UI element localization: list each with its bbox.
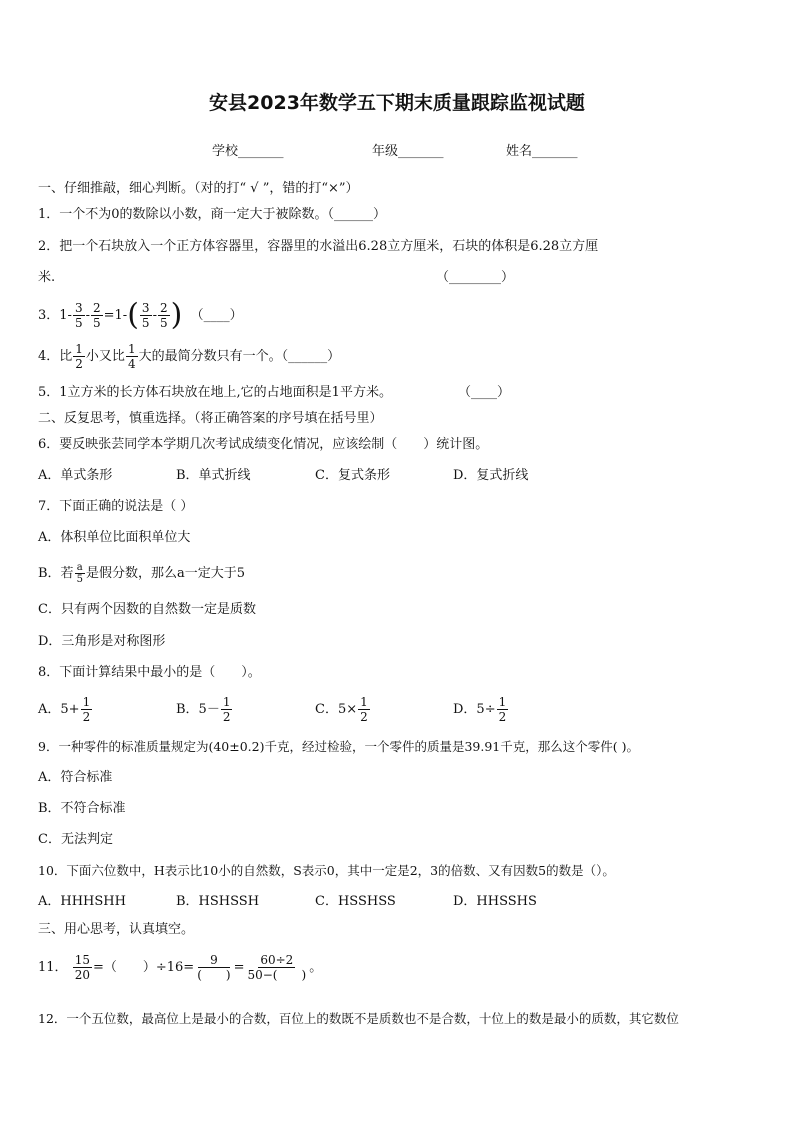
q7-b-prefix: B．若 (38, 566, 74, 581)
q4-fraction-2 (126, 342, 138, 371)
q4-text-a: 4．比 (38, 349, 73, 364)
q11-equals-2: = (233, 960, 245, 975)
q3-right-paren: ) (170, 297, 183, 333)
q7-option-a[interactable]: A．体积单位比面积单位大 (38, 530, 191, 545)
q8-b-numerator: 1 (222, 695, 231, 709)
q7-option-d[interactable]: D．三角形是对称图形 (38, 634, 166, 649)
q3-fraction-2 (91, 301, 103, 330)
question-9: 9．一种零件的标准质量规定为(40±0.2)千克，经过检验，一个零件的质量是39.91千克，那么这个零件( )。 (38, 739, 639, 754)
q3-inner-minus: - (152, 308, 157, 323)
q3-f3-numerator: 3 (141, 301, 150, 315)
q7-b-fraction (75, 562, 85, 585)
section-heading-3: 三、用心思考，认真填空。 (38, 922, 195, 937)
q8-option-d[interactable] (453, 694, 509, 726)
q11-number: 11． (38, 960, 68, 975)
q3-answer-blank[interactable]: （____） (190, 308, 243, 323)
q8-a-fraction (81, 695, 93, 724)
q8-d-fraction (497, 695, 509, 724)
question-3 (38, 298, 243, 334)
q8-c-numerator: 1 (360, 695, 368, 709)
q11-fraction-3 (245, 953, 308, 982)
q8-option-c[interactable] (315, 694, 371, 726)
question-2-line2: 米. (38, 270, 56, 285)
q4-fraction-1 (73, 342, 85, 371)
section-heading-1: 一、仔细推敲，细心判断。（对的打“ √ ”，错的打“×”） (38, 181, 359, 196)
q3-one: 1- (59, 308, 72, 323)
q8-option-b[interactable] (176, 694, 233, 726)
q7-option-c[interactable]: C．只有两个因数的自然数一定是质数 (38, 602, 256, 617)
question-5: 5．1立方米的长方体石块放在地上,它的占地面积是1平方米。 (38, 385, 392, 400)
question-6: 6．要反映张芸同学本学期几次考试成绩变化情况，应该绘制（ ）统计图。 (38, 437, 489, 452)
q3-f1-denominator: 5 (74, 316, 83, 330)
grade-field[interactable]: 年级_______ (372, 144, 444, 159)
q3-fraction-3 (140, 301, 152, 330)
q9-option-b[interactable]: B．不符合标准 (38, 801, 126, 816)
q11-f1-numerator: 15 (74, 953, 90, 967)
q7-b-denominator: 5 (76, 574, 83, 585)
q3-f2-denominator: 5 (93, 316, 101, 330)
q4-text-c: 大的最简分数只有一个。（______） (138, 349, 341, 364)
question-12: 12．一个五位数，最高位上是最小的合数，百位上的数既不是质数也不是合数，十位上的数是最小的质数，其它数位 (38, 1011, 679, 1026)
question-10: 10．下面六位数中，H表示比10小的自然数，S表示0，其中一定是2，3的倍数、又有因数5的数是（）。 (38, 863, 615, 878)
q8-a-label: A．5+ (38, 702, 80, 717)
question-8: 8．下面计算结果中最小的是（ ）。 (38, 665, 261, 680)
q4-f2-numerator: 1 (127, 342, 136, 356)
school-field[interactable]: 学校_______ (212, 144, 284, 159)
name-field[interactable]: 姓名_______ (506, 144, 578, 159)
q8-d-denominator: 2 (498, 710, 507, 724)
q11-end: 。 (309, 960, 323, 975)
question-5-answer-blank[interactable]: （____） (458, 385, 511, 400)
q3-f2-numerator: 2 (93, 301, 101, 315)
q8-c-label: C．5× (315, 702, 358, 717)
q8-b-fraction (221, 695, 233, 724)
q7-b-suffix: 是假分数，那么a一定大于5 (85, 566, 245, 581)
q11-equals-1: =（ ）÷16= (92, 960, 195, 975)
q4-text-b: 小又比 (85, 349, 125, 364)
q3-f3-denominator: 5 (141, 316, 150, 330)
q11-fraction-2 (195, 953, 232, 982)
q8-b-label: B．5－ (176, 702, 220, 717)
q6-option-c[interactable]: C．复式条形 (315, 468, 390, 483)
q11-f1-denominator: 20 (74, 968, 90, 982)
q10-option-a[interactable]: A．HHHSHH (38, 894, 126, 909)
question-11 (38, 948, 322, 988)
q7-option-b[interactable] (38, 560, 245, 588)
q3-f4-numerator: 2 (159, 301, 168, 315)
q8-c-fraction (358, 695, 370, 724)
q10-option-d[interactable]: D．HHSSHS (453, 894, 537, 909)
q3-fraction-1 (73, 301, 85, 330)
q11-fraction-1 (73, 953, 92, 982)
q9-option-c[interactable]: C．无法判定 (38, 832, 113, 847)
q3-number: 3． (38, 308, 60, 323)
q6-option-b[interactable]: B．单式折线 (176, 468, 251, 483)
q11-f3-numerator: 60÷2 (260, 953, 294, 967)
q3-left-paren: ( (127, 297, 139, 333)
q11-f3-denominator[interactable]: 50−( ) (247, 968, 307, 982)
question-2-answer-blank[interactable]: （________） (436, 270, 515, 285)
q10-option-b[interactable]: B．HSHSSH (176, 894, 260, 909)
q8-d-numerator: 1 (498, 695, 507, 709)
q8-d-label: D．5÷ (453, 702, 496, 717)
q11-f2-denominator[interactable]: ( ) (197, 968, 231, 982)
question-7: 7．下面正确的说法是（ ） (38, 499, 194, 514)
q8-option-a[interactable] (38, 694, 93, 726)
q3-fraction-4 (158, 301, 170, 330)
q3-equals: =1- (103, 308, 128, 323)
q4-f1-denominator: 2 (75, 357, 83, 371)
section-heading-2: 二、反复思考，慎重选择。（将正确答案的序号填在括号里） (38, 411, 383, 426)
q6-option-a[interactable]: A．单式条形 (38, 468, 113, 483)
q4-f1-numerator: 1 (75, 342, 83, 356)
question-2-line1: 2．把一个石块放入一个正方体容器里，容器里的水溢出6.28立方厘米，石块的体积是6.28立方厘 (38, 239, 599, 254)
question-1: 1．一个不为0的数除以小数，商一定大于被除数。（______） (38, 207, 387, 222)
q6-option-d[interactable]: D．复式折线 (453, 468, 529, 483)
q10-option-c[interactable]: C．HSSHSS (315, 894, 396, 909)
q7-b-numerator: a (76, 562, 83, 573)
q4-f2-denominator: 4 (127, 357, 136, 371)
question-4 (38, 341, 340, 373)
q8-a-numerator: 1 (82, 695, 91, 709)
q3-f4-denominator: 5 (159, 316, 168, 330)
q11-f2-numerator: 9 (198, 953, 230, 968)
q3-minus: - (85, 308, 90, 323)
q8-a-denominator: 2 (82, 710, 91, 724)
q9-option-a[interactable]: A．符合标准 (38, 770, 113, 785)
q3-f1-numerator: 3 (74, 301, 83, 315)
q8-c-denominator: 2 (360, 710, 368, 724)
page-title: 安县2023年数学五下期末质量跟踪监视试题 (209, 92, 585, 114)
q8-b-denominator: 2 (222, 710, 231, 724)
